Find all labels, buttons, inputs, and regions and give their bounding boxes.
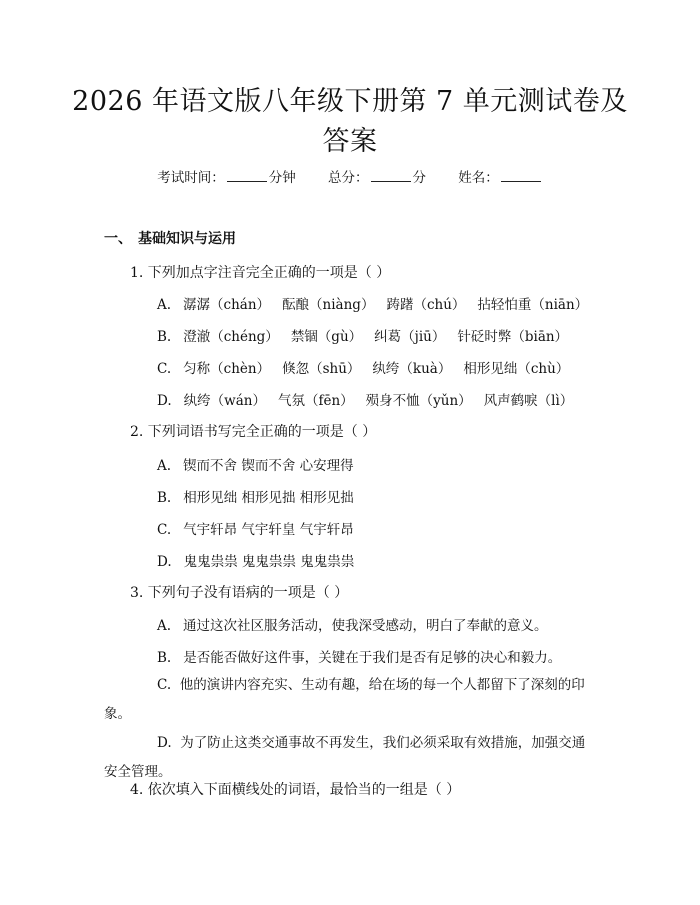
option-item: 禁锢（gù） (290, 329, 363, 345)
option-item: 殒身不恤（yǔn） (365, 393, 472, 409)
name-field (458, 170, 543, 186)
option-text: 为了防止这类交通事故不再发生，我们必须采取有效措施，加强交通安全管理。 (104, 735, 586, 780)
option-text: 锲而不舍 锲而不舍 心安理得 (183, 458, 354, 474)
option-item: 针砭时弊（biān） (457, 329, 569, 345)
question-3-stem: 3. 下列句子没有语病的一项是（ ） (130, 585, 349, 601)
question-1-option-c (157, 357, 569, 377)
option-item: 相形见绌（chù） (463, 361, 570, 377)
page-title (70, 82, 630, 162)
option-letter: B. (157, 490, 172, 506)
section-title: 基础知识与运用 (138, 231, 236, 247)
title-line-1: 2026 年语文版八年级下册第 7 单元测试卷及 (72, 86, 628, 117)
exam-meta (0, 166, 700, 186)
option-letter: B. (157, 329, 172, 345)
option-item: 酝酿（niàng） (282, 297, 375, 313)
option-item: 倏忽（shū） (282, 361, 361, 377)
exam-time-blank[interactable] (227, 168, 267, 182)
name-label: 姓名： (458, 170, 499, 186)
option-letter: A. (157, 297, 172, 313)
exam-time-label: 考试时间： (157, 170, 225, 186)
question-2-option-b (157, 486, 354, 506)
total-score-unit: 分 (412, 170, 426, 186)
question-2-stem: 2. 下列词语书写完全正确的一项是（ ） (130, 424, 377, 440)
option-item: 澄澈（chéng） (183, 329, 279, 345)
question-3-option-a (157, 614, 548, 634)
total-score-field (328, 170, 430, 186)
question-2-option-c (157, 518, 354, 538)
option-letter: C. (157, 522, 172, 538)
option-item: 风声鹤唳（lì） (483, 393, 574, 409)
option-item: 纠葛（jiū） (374, 329, 446, 345)
question-3-option-c (104, 671, 594, 729)
question-2-option-a (157, 454, 354, 474)
section-number: 一、 (104, 231, 132, 247)
exam-time-field (157, 170, 300, 186)
option-item: 纨绔（kuà） (372, 361, 452, 377)
option-letter: D. (157, 735, 172, 751)
total-score-blank[interactable] (371, 168, 411, 182)
option-letter: B. (157, 650, 172, 666)
option-text: 气宇轩昂 气宇轩皇 气宇轩昂 (183, 522, 354, 538)
option-letter: D. (157, 554, 172, 570)
option-letter: C. (157, 677, 172, 693)
question-1-stem: 1. 下列加点字注音完全正确的一项是（ ） (130, 265, 391, 281)
option-item: 纨绔（wán） (183, 393, 266, 409)
option-letter: D. (157, 393, 172, 409)
option-item: 拈轻怕重（niān） (477, 297, 589, 313)
option-letter: C. (157, 361, 172, 377)
option-item: 踌躇（chú） (386, 297, 466, 313)
option-item: 匀称（chèn） (183, 361, 271, 377)
option-item: 潺潺（chán） (183, 297, 271, 313)
option-item: 气氛（fēn） (277, 393, 354, 409)
exam-time-unit: 分钟 (268, 170, 296, 186)
question-2-option-d (157, 550, 354, 570)
option-text: 他的演讲内容充实、生动有趣，给在场的每一个人都留下了深刻的印象。 (104, 677, 585, 722)
question-4-stem: 4. 依次填入下面横线处的词语，最恰当的一组是（ ） (130, 782, 461, 798)
question-3-option-b (157, 646, 561, 666)
title-line-2: 答案 (322, 126, 378, 157)
option-text: 相形见绌 相形见拙 相形见拙 (183, 490, 354, 506)
option-text: 鬼鬼祟祟 鬼鬼祟祟 鬼鬼祟祟 (183, 554, 355, 570)
option-text: 通过这次社区服务活动，使我深受感动，明白了奉献的意义。 (183, 618, 548, 634)
section-heading (104, 228, 236, 248)
option-letter: A. (157, 618, 172, 634)
name-blank[interactable] (501, 168, 541, 182)
question-1-option-d (157, 389, 573, 409)
option-text: 是否能否做好这件事，关键在于我们是否有足够的决心和毅力。 (183, 650, 562, 666)
option-letter: A. (157, 458, 172, 474)
total-score-label: 总分： (328, 170, 369, 186)
question-1-option-a (157, 293, 588, 313)
question-1-option-b (157, 325, 568, 345)
